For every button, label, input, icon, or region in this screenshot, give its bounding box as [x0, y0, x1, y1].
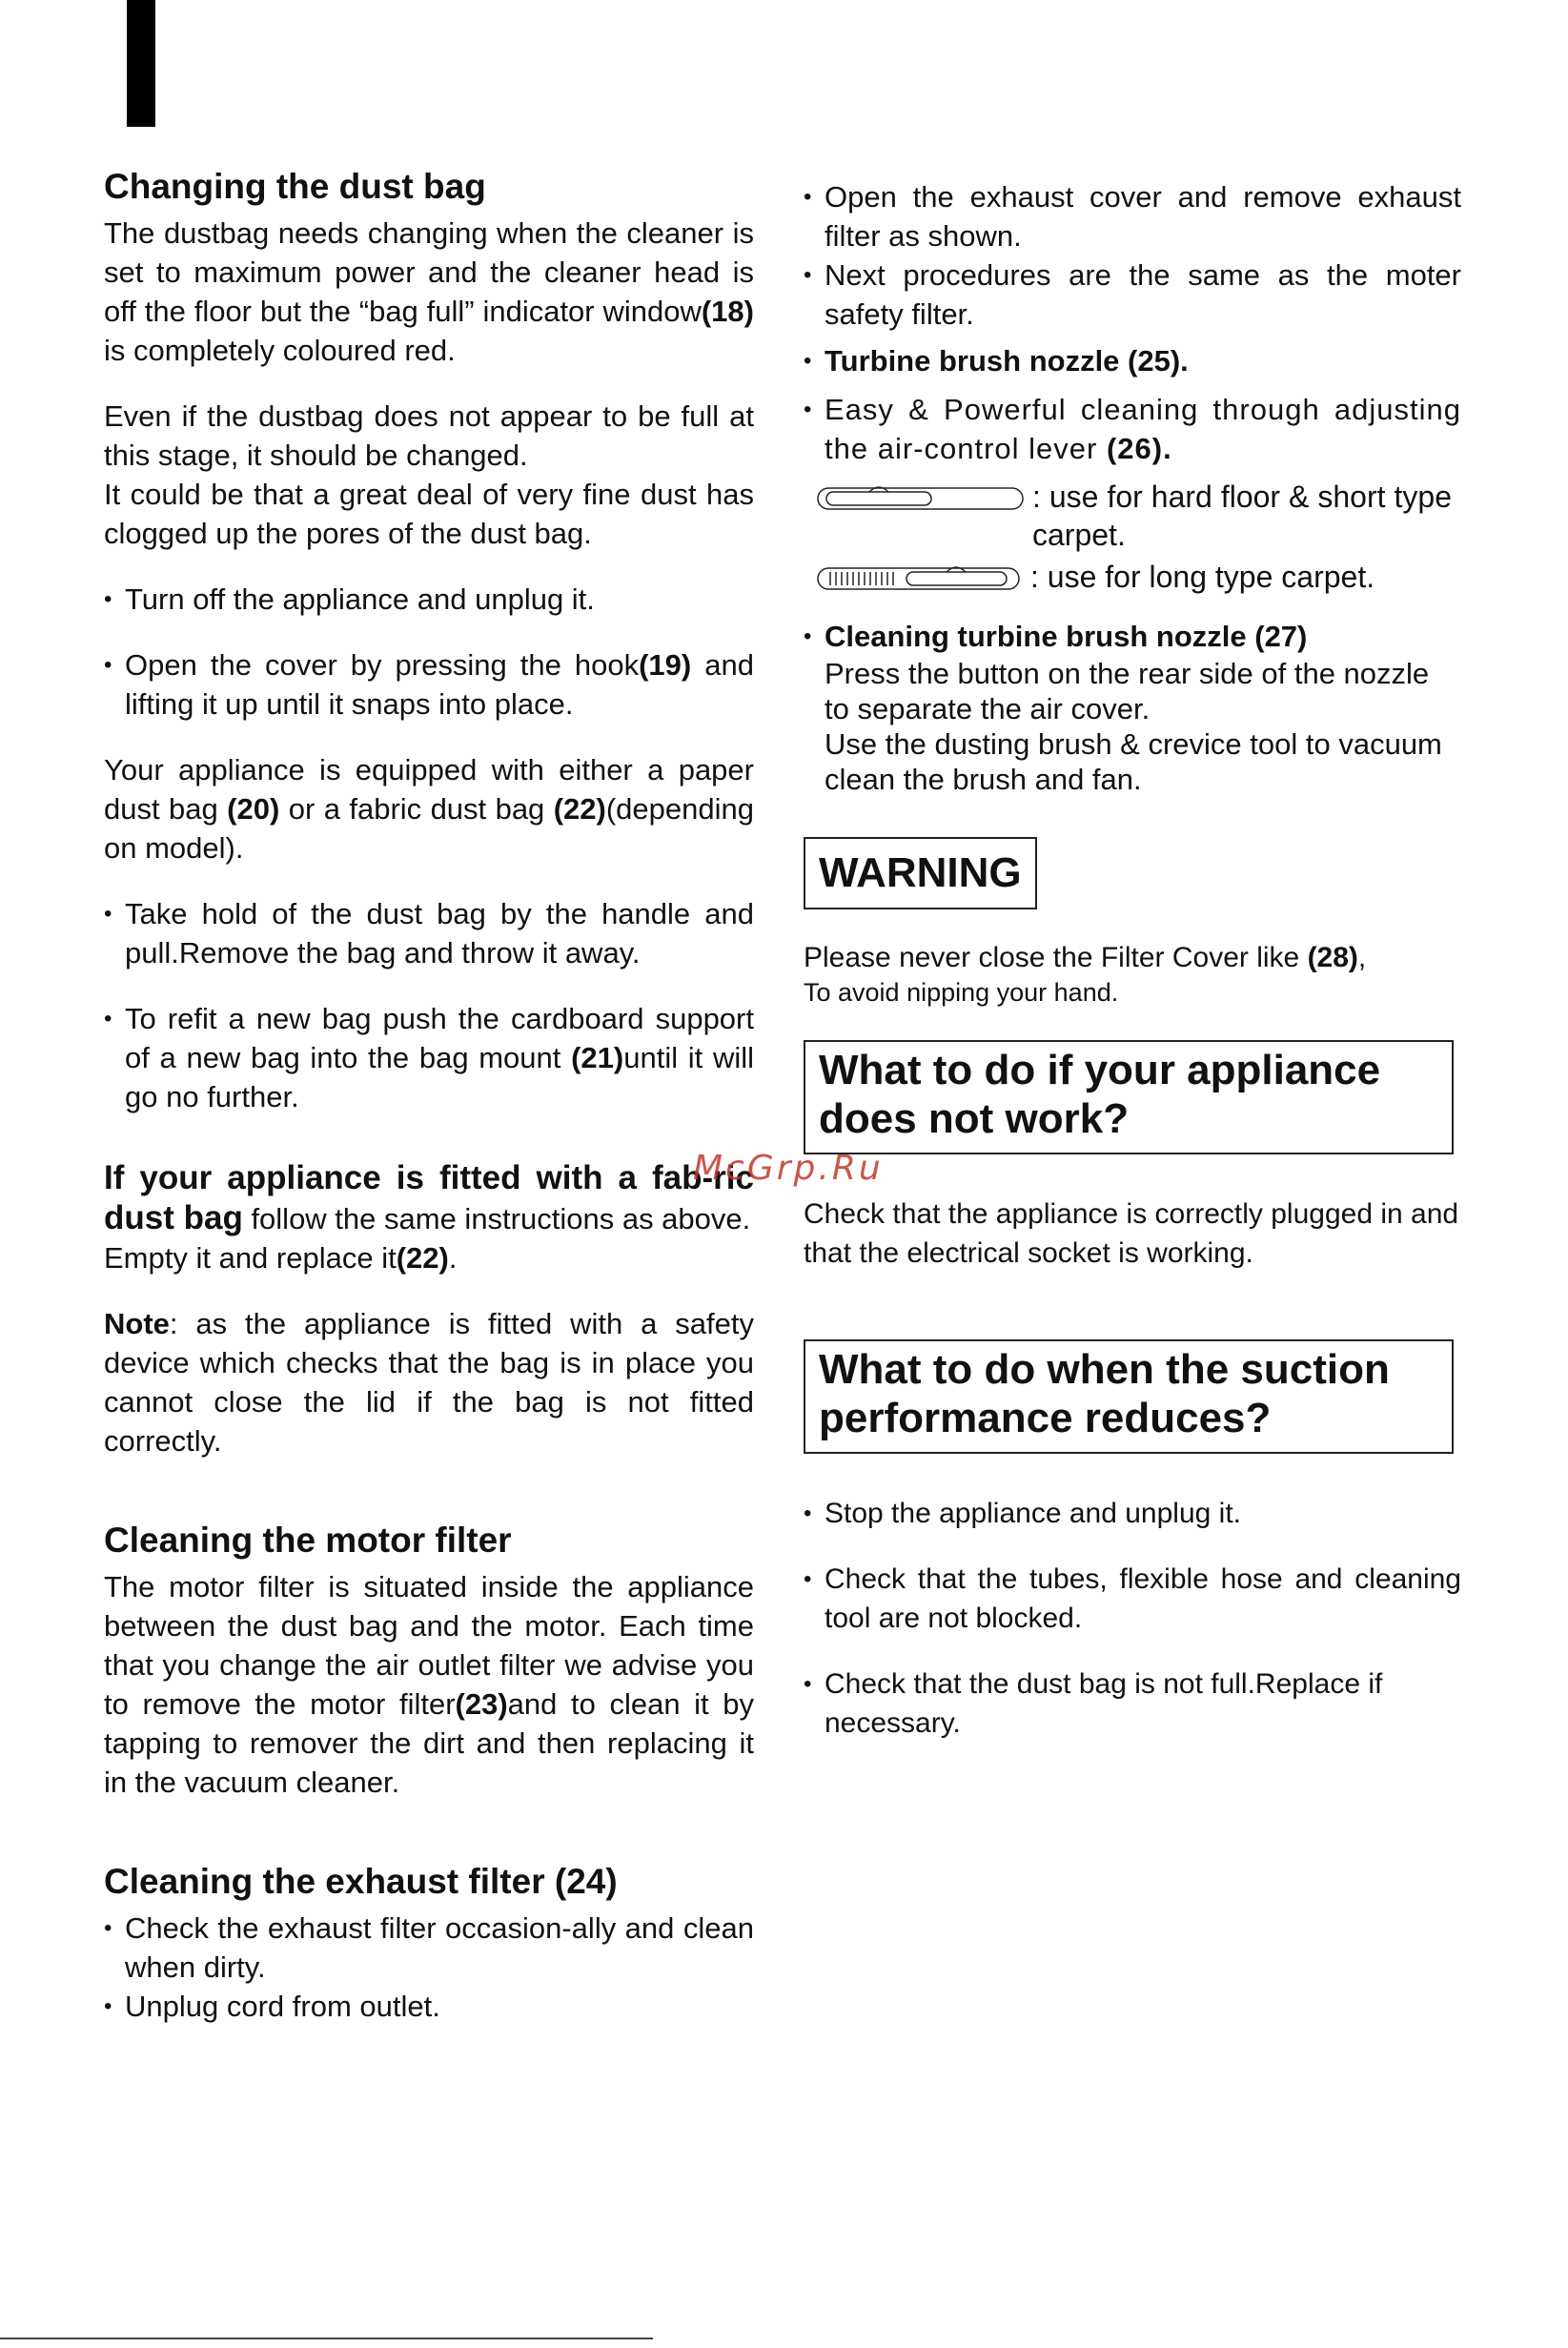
- bag-type-para: Your appliance is equipped with either a paper dust bag (20) or a fabric dust bag (22)(depending on model).: [104, 753, 754, 865]
- bullet-easy-cleaning: • Easy & Powerful cleaning through adjusting the air-control lever (26).: [804, 390, 1461, 468]
- bullet-unplug: • Unplug cord from outlet.: [104, 1987, 754, 2026]
- cleaning-turbine-title: • Cleaning turbine brush nozzle (27): [804, 617, 1461, 656]
- dustbag-para-2: Even if the dustbag does not appear to be full at this stage, it should be changed.: [104, 399, 754, 472]
- exhaust-filter-heading: Cleaning the exhaust filter (24): [104, 1862, 618, 1901]
- footer-rule: [0, 2338, 653, 2339]
- motor-filter-para: The motor filter is situated inside the appliance between the dust bag and the motor. Each time that you change the air outlet filter we advise you to remove the motor filter(23)and to clean it by tapping to remover the dirt and then replacing it in the vacuum cleaner.: [104, 1570, 754, 1799]
- dustbag-para-3: It could be that a great deal of very fine dust has clogged up the pores of the dust bag.: [104, 478, 754, 550]
- changing-dust-bag-heading: Changing the dust bag: [104, 167, 486, 206]
- bullet-refit: • To refit a new bag push the cardboard support of a new bag into the bag mount (21)until it will go no further.: [104, 999, 754, 1116]
- lever-hard-floor: [804, 478, 1461, 552]
- bullet-check-tubes: • Check that the tubes, flexible hose and cleaning tool are not blocked.: [804, 1560, 1461, 1638]
- not-working-box: What to do if your appliance does not work?: [804, 1040, 1454, 1154]
- bullet-next-procedures: • Next procedures are the same as the moter safety filter.: [804, 255, 1461, 334]
- motor-filter-heading: Cleaning the motor filter: [104, 1521, 512, 1560]
- bullet-check-exhaust: • Check the exhaust filter occasion-ally and clean when dirty.: [104, 1909, 754, 1987]
- lever-hard-floor-text: : use for hard floor & short type carpet.: [1032, 480, 1452, 552]
- right-column: [804, 177, 1461, 1743]
- not-working-text: Check that the appliance is correctly plugged in and that the electrical socket is working.: [804, 1198, 1459, 1269]
- bullet-open-cover: • Open the cover by pressing the hook(19) and lifting it up until it snaps into place.: [104, 645, 754, 724]
- bullet-turn-off: • Turn off the appliance and unplug it.: [104, 580, 754, 619]
- lever-long-carpet-text: : use for long type carpet.: [1030, 560, 1375, 594]
- bullet-take-hold: • Take hold of the dust bag by the handle and pull.Remove the bag and throw it away.: [104, 894, 754, 972]
- warning-label: WARNING: [804, 837, 1037, 909]
- lever-long-icon: [817, 562, 1020, 591]
- bullet-turbine-nozzle: • Turbine brush nozzle (25).: [804, 341, 1461, 380]
- fabric-bag-para: If your appliance is fitted with a fab-ric dust bag follow the same instructions as above.: [104, 1159, 754, 1236]
- empty-replace: Empty it and replace it(22).: [104, 1241, 458, 1275]
- warning-subtext: To avoid nipping your hand.: [804, 978, 1119, 1007]
- cleaning-turbine-para-1: Press the button on the rear side of the nozzle to separate the air cover.: [825, 657, 1430, 725]
- bullet-open-exhaust: • Open the exhaust cover and remove exhaust filter as shown.: [804, 177, 1461, 255]
- dustbag-intro: The dustbag needs changing when the cleaner is set to maximum power and the cleaner head is off the floor but the “bag full” indicator window(18) is completely coloured red.: [104, 216, 754, 367]
- cleaning-turbine-para-2: Use the dusting brush & crevice tool to vacuum clean the brush and fan.: [825, 727, 1442, 796]
- bullet-check-bag-full: • Check that the dust bag is not full.Replace if necessary.: [804, 1664, 1461, 1743]
- lever-short-icon: [817, 482, 1024, 511]
- lever-long-carpet: [804, 558, 1461, 596]
- suction-reduces-box: What to do when the suction performance reduces?: [804, 1339, 1454, 1454]
- note-para: Note: as the appliance is fitted with a safety device which checks that the bag is in place you cannot close the lid if the bag is not fitted correctly.: [104, 1307, 754, 1458]
- warning-text: Please never close the Filter Cover like (28),: [804, 942, 1367, 973]
- watermark: McGrp.Ru: [693, 1149, 884, 1188]
- left-column: [104, 166, 754, 2026]
- section-marker-bar: [127, 0, 155, 127]
- bullet-stop-appliance: • Stop the appliance and unplug it.: [804, 1494, 1461, 1533]
